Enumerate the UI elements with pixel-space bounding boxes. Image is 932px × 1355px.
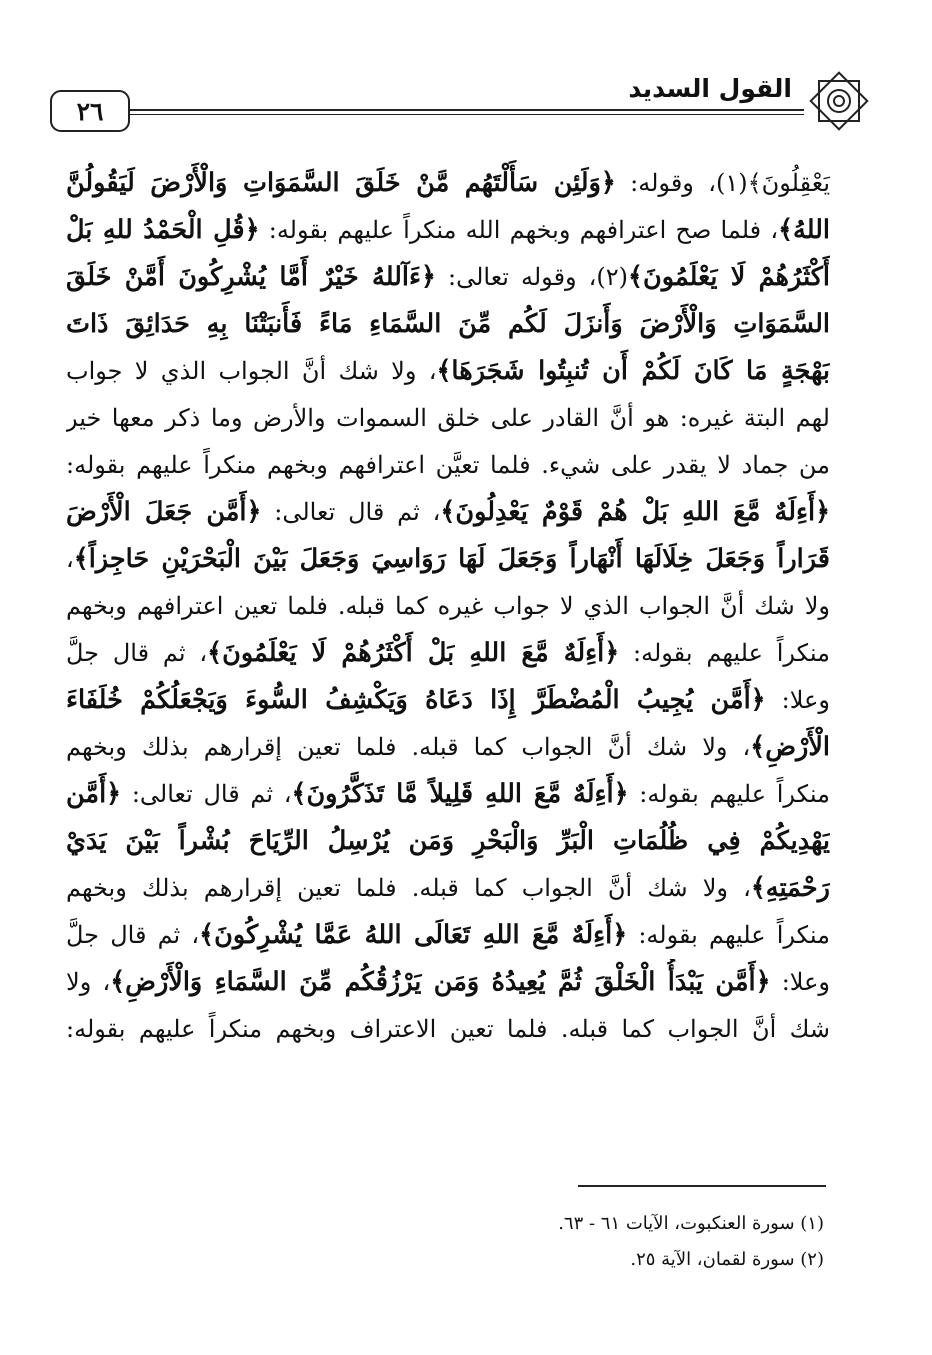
body-segment: من جماد لا يقدر على شيء. فلما تعيَّن اعترافهم وبخهم منكراً عليهم بقوله: — [66, 451, 830, 479]
text-line — [66, 301, 830, 348]
text-line — [66, 489, 830, 536]
quran-quote: ﴿أَءِلَهٌ مَّعَ اللهِ بَلْ أَكْثَرُهُمْ لَا يَعْلَمُونَ﴾ — [207, 638, 620, 668]
body-segment: ولا شك أنَّ الجواب الذي لا جواب غيره كما قبله. فلما تعين اعترافهم وبخهم — [66, 592, 830, 620]
body-segment: ، ولا — [66, 968, 111, 996]
body-segment: ، ولا شك أنَّ الجواب الذي لا جواب — [66, 357, 437, 385]
quran-quote: ﴿ءَآللهُ خَيْرٌ أَمَّا يُشْرِكُونَ أَمَّنْ خَلَقَ — [66, 262, 436, 292]
quran-quote: ﴿قُلِ الْحَمْدُ للهِ بَلْ — [66, 215, 260, 245]
quran-quote: السَّمَوَاتِ وَالْأَرْضَ وَأَنزَلَ لَكُم مِّنَ السَّمَاءِ مَاءً فَأَنبَتْنَا بِهِ حَدَائِقَ ذَاتَ — [66, 309, 830, 339]
text-line — [66, 207, 830, 254]
quran-quote: ﴿وَلَئِن سَأَلْتَهُم مَّنْ خَلَقَ السَّمَوَاتِ وَالْأَرْضَ لَيَقُولُنَّ — [66, 168, 616, 198]
body-segment: (٢)، وقوله تعالى: — [435, 263, 629, 291]
octagram-ornament-icon — [808, 70, 870, 132]
page-header — [50, 70, 870, 140]
quran-quote: الْأَرْضِ﴾ — [750, 732, 830, 762]
text-line — [66, 254, 830, 301]
body-segment: يَعْقِلُونَ﴾(١)، وقوله: — [615, 169, 830, 197]
body-segment: ، ثم قال تعالى: — [261, 498, 441, 526]
text-line — [66, 959, 830, 1006]
body-segment: شك أنَّ الجواب كما قبله. فلما تعين الاعتراف وبخهم منكراً عليهم بقوله: — [66, 1015, 830, 1043]
text-line — [66, 395, 830, 442]
text-line — [66, 1006, 830, 1053]
text-line — [66, 630, 830, 677]
body-segment: منكراً عليهم بقوله: — [627, 921, 830, 949]
header-rule — [105, 109, 804, 115]
body-segment: ، ولا شك أنَّ الجواب كما قبله. فلما تعين إقرارهم بذلك وبخهم — [66, 874, 751, 902]
quran-quote: ﴿أَءِلَهٌ مَّعَ اللهِ تَعَالَى اللهُ عَمَّا يُشْرِكُونَ﴾ — [199, 920, 628, 950]
page-number: ٢٦ — [50, 90, 130, 132]
quran-quote: ﴿أَمَّن يَبْدَأُ الْخَلْقَ ثُمَّ يُعِيدُهُ وَمَن يَرْزُقُكُم مِّنَ السَّمَاءِ وَالْأَرْضِ﴾ — [110, 967, 771, 997]
body-segment: منكراً عليهم بقوله: — [628, 780, 830, 808]
body-segment: لهم البتة غيره: هو أنَّ القادر على خلق السموات والأرض وما ذكر معها خير — [66, 404, 830, 432]
text-line — [66, 771, 830, 818]
body-segment: وعلا: — [765, 686, 830, 714]
text-line — [66, 583, 830, 630]
quran-quote: يَهْدِيكُمْ فِي ظُلُمَاتِ الْبَرِّ وَالْبَحْرِ وَمَن يُرْسِلُ الرِّيَاحَ بُشْراً بَيْنَ يَدَيْ — [66, 826, 830, 856]
quran-quote: قَرَاراً وَجَعَلَ خِلَالَهَا أَنْهَاراً وَجَعَلَ لَهَا رَوَاسِيَ وَجَعَلَ بَيْنَ الْبَحْرَيْنِ حَاجِزاً﴾ — [73, 544, 830, 574]
body-segment: وعلا: — [770, 968, 830, 996]
quran-quote: اللهُ﴾ — [778, 215, 830, 245]
quran-quote: بَهْجَةٍ مَا كَانَ لَكُمْ أَن تُنبِتُوا شَجَرَهَا﴾ — [436, 356, 830, 386]
quran-quote: ﴿أَءِلَهٌ مَّعَ اللهِ بَلْ هُمْ قَوْمٌ يَعْدِلُونَ﴾ — [440, 497, 830, 527]
quran-quote: ﴿أَمَّن — [66, 779, 122, 809]
text-line — [66, 442, 830, 489]
quran-quote: ﴿أَءِلَهٌ مَّعَ اللهِ قَلِيلاً مَّا تَذَكَّرُونَ﴾ — [291, 779, 629, 809]
body-segment: ، — [66, 545, 74, 573]
footnote-2: (٢) سورة لقمان، الآية ٢٥. — [630, 1249, 824, 1270]
text-line — [66, 724, 830, 771]
text-line — [66, 865, 830, 912]
quran-quote: ﴿أَمَّن يُجِيبُ الْمُضْطَرَّ إِذَا دَعَاهُ وَيَكْشِفُ السُّوءَ وَيَجْعَلُكُمْ خُلَفَاءَ — [66, 685, 766, 715]
body-segment: ، ثم قال جلَّ — [66, 921, 200, 949]
quran-quote: أَكْثَرُهُمْ لَا يَعْلَمُونَ﴾ — [628, 262, 830, 292]
body-segment: ، فلما صح اعترافهم وبخهم الله منكراً عليهم بقوله: — [259, 216, 779, 244]
running-title: القول السديد — [628, 74, 792, 103]
footnotes — [558, 1206, 824, 1278]
body-segment: منكراً عليهم بقوله: — [619, 639, 830, 667]
footnote-divider — [578, 1185, 826, 1187]
text-line — [66, 536, 830, 583]
text-line — [66, 912, 830, 959]
text-line — [66, 348, 830, 395]
footnote-1: (١) سورة العنكبوت، الآيات ٦١ - ٦٣. — [558, 1213, 824, 1234]
body-text — [66, 160, 830, 1053]
text-line — [66, 160, 830, 207]
text-line — [66, 818, 830, 865]
body-segment: ، ثم قال تعالى: — [121, 780, 292, 808]
body-segment: ، ثم قال جلَّ — [66, 639, 208, 667]
quran-quote: ﴿أَمَّن جَعَلَ الْأَرْضَ — [66, 497, 262, 527]
text-line — [66, 677, 830, 724]
body-segment: ، ولا شك أنَّ الجواب كما قبله. فلما تعين إقرارهم بذلك وبخهم — [66, 733, 751, 761]
quran-quote: رَحْمَتِهِ﴾ — [750, 873, 830, 903]
